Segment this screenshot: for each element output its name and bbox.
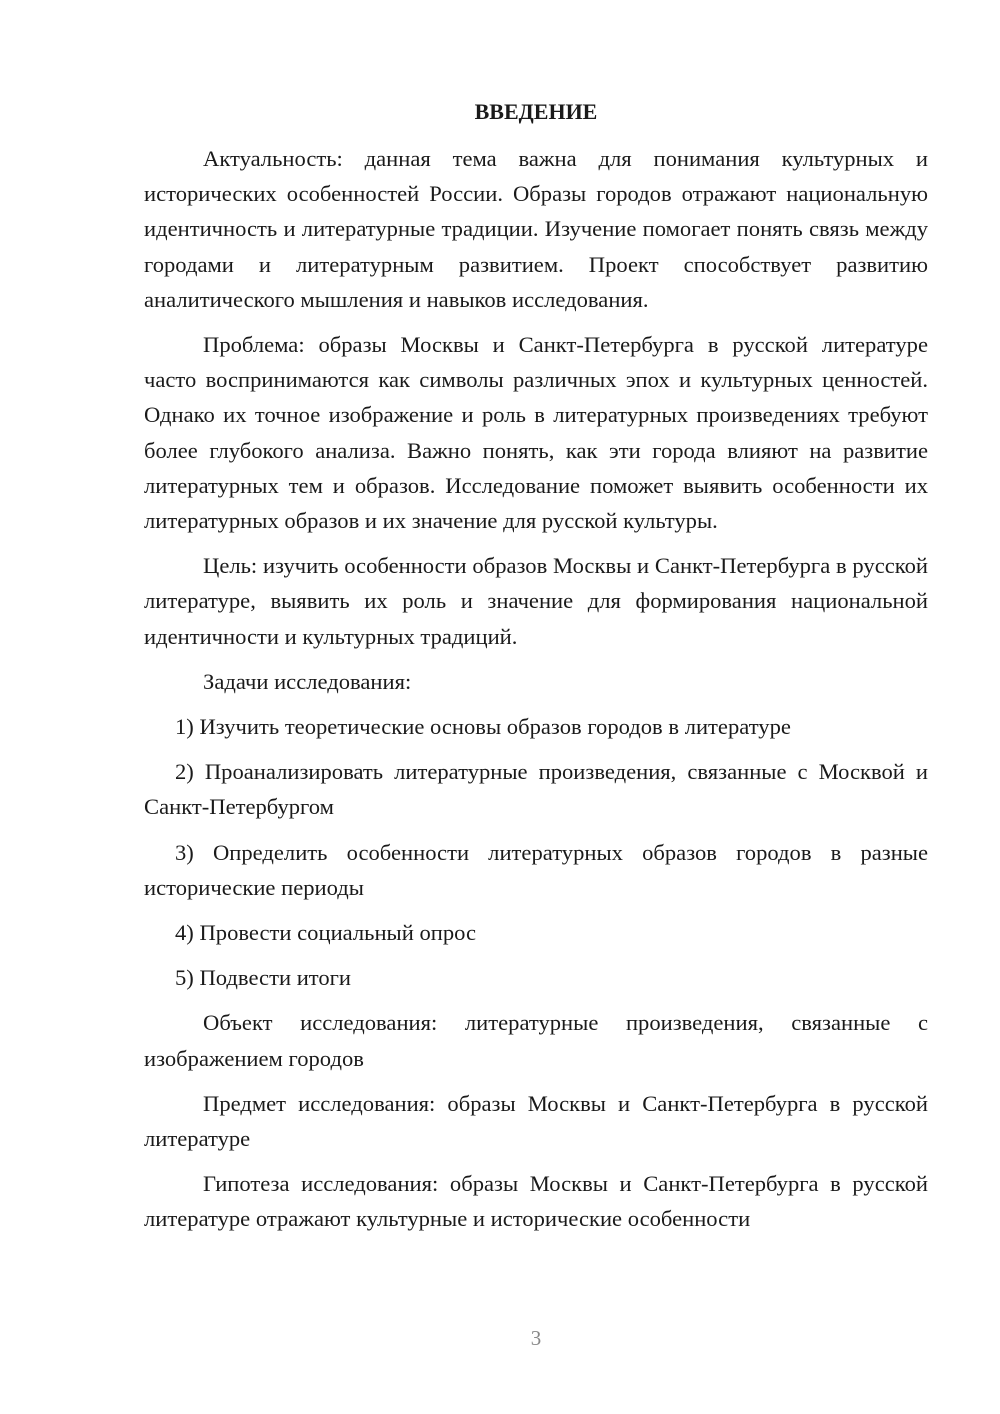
task-item: 2) Проанализировать литературные произведения, связанные с Москвой и Санкт-Петербургом	[144, 759, 928, 820]
paragraph-problem: Проблема: образы Москвы и Санкт-Петербурга в русской литературе часто воспринимаются как символы различных эпох и культурных ценностей. Однако их точное изображение и роль в литературных произведениях требуют более глубокого анализа. Важно понять, как эти города влияют на развитие литературных тем и образов. Исследование поможет выявить особенности их литературных образов и их значение для русской культуры.	[144, 332, 928, 534]
paragraph-object: Объект исследования: литературные произведения, связанные с изображением городов	[144, 1010, 928, 1071]
section-title: ВВЕДЕНИЕ	[474, 99, 598, 124]
task-item: 3) Определить особенности литературных образов городов в разные исторические периоды	[144, 839, 928, 900]
paragraph-goal: Цель: изучить особенности образов Москвы и Санкт-Петербурга в русской литературе, выявить их роль и значение для формирования национальной идентичности и культурных традиций.	[144, 553, 928, 649]
paragraph-tasks-heading: Задачи исследования:	[203, 668, 412, 694]
page-content	[144, 94, 928, 1247]
paragraph-hypothesis: Гипотеза исследования: образы Москвы и Санкт-Петербурга в русской литературе отражают культурные и исторические особенности	[144, 1171, 928, 1232]
paragraph-relevance: Актуальность: данная тема важна для понимания культурных и исторических особенностей России. Образы городов отражают национальную идентичность и литературные традиции. Изучение помогает понять связь между городами и литературным развитием. Проект способствует развитию аналитического мышления и навыков исследования.	[144, 146, 928, 312]
paragraph-subject: Предмет исследования: образы Москвы и Санкт-Петербурга в русской литературе	[144, 1090, 928, 1152]
task-item: 5) Подвести итоги	[175, 965, 352, 991]
page-number: 3	[530, 1326, 542, 1350]
task-item: 4) Провести социальный опрос	[175, 920, 477, 946]
task-item: 1) Изучить теоретические основы образов городов в литературе	[175, 714, 791, 740]
